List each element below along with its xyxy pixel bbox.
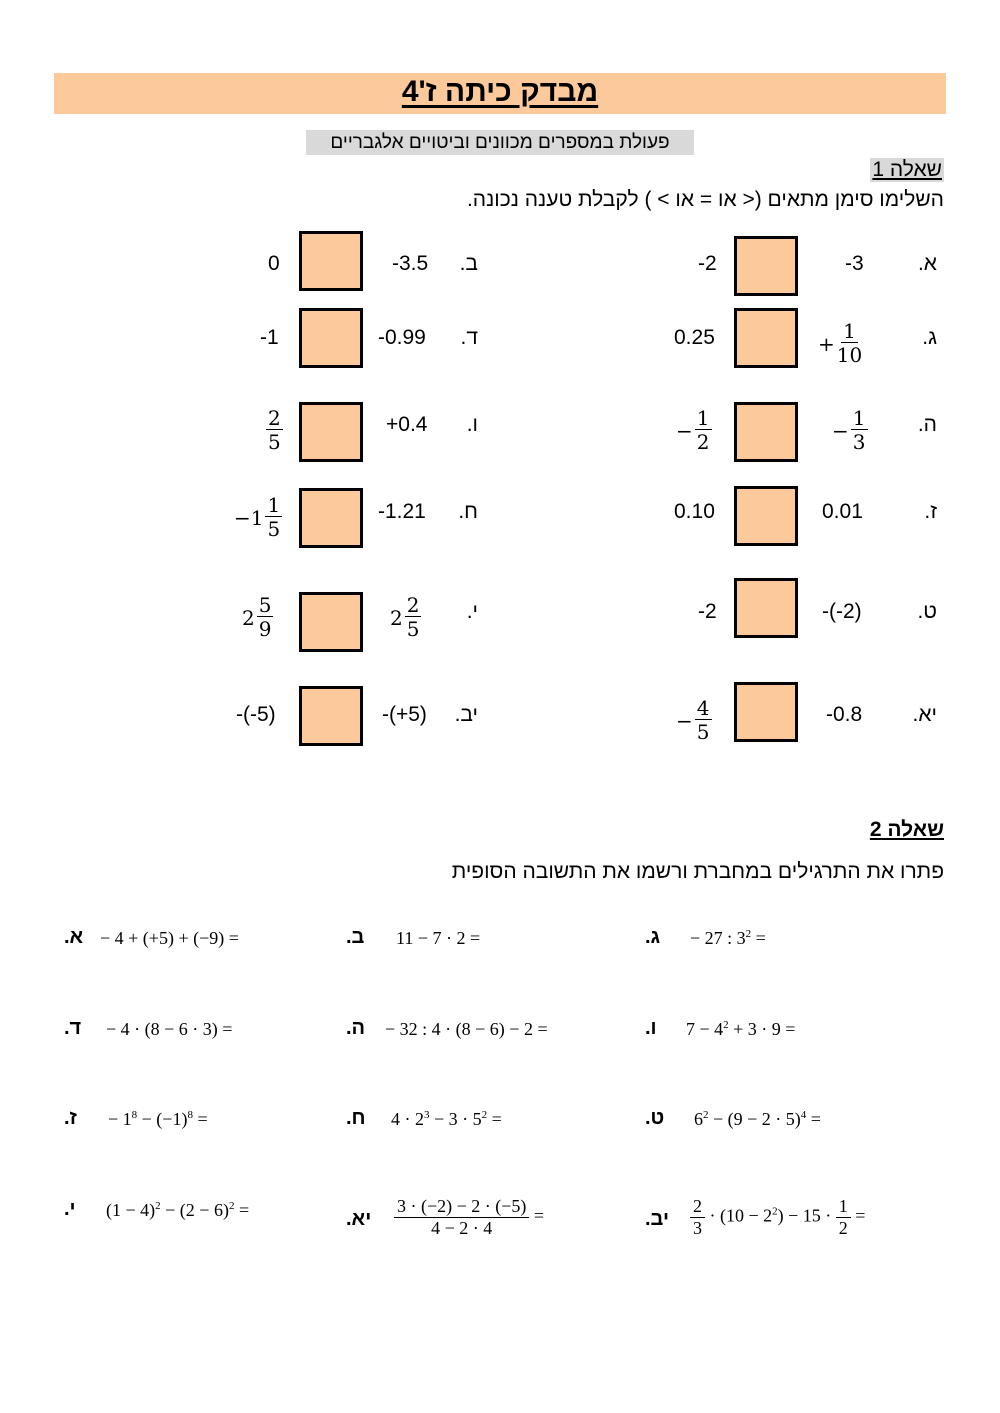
item-label: י. (466, 600, 478, 623)
exercise-label: יא. (346, 1208, 372, 1230)
exercise-expression: $(1 - 4)^2 - (2 - 6)^2$ = (106, 1200, 250, 1220)
answer-box-3[interactable] (734, 308, 798, 368)
item-label: ז. (924, 500, 937, 523)
exercise-expression: $\frac{2}{3}$ · $(10 - 2^2) - 15$ · $\frac{1}{2}$ = (690, 1196, 865, 1239)
exercise-expression: − 4 + (+5) + (−9) = (100, 928, 239, 948)
item-label: ו. (466, 413, 478, 436)
title-bar (54, 73, 946, 114)
item-right-value: -2 (698, 252, 717, 275)
item-right-value: -1 (260, 326, 279, 349)
exercise-label: ד. (64, 1017, 82, 1039)
exercise-label: ו. (645, 1017, 657, 1039)
item-label: ג. (922, 326, 937, 349)
answer-box-5[interactable] (734, 402, 798, 462)
item-label: ה. (917, 413, 937, 436)
answer-box-2[interactable] (299, 231, 363, 291)
answer-box-10[interactable] (299, 592, 363, 652)
item-left-value: -0.8 (826, 703, 863, 726)
answer-box-8[interactable] (299, 488, 363, 548)
item-label: יב. (454, 703, 478, 726)
exercise-label: א. (64, 926, 84, 948)
question-1-heading: שאלה 1 (872, 158, 942, 181)
item-right-value: 0.25 (674, 326, 715, 349)
item-left-value: -3 (845, 252, 864, 275)
exercise-label: י. (64, 1198, 76, 1220)
answer-box-12[interactable] (299, 686, 363, 746)
exercise-expression: − 27 : $3^2$ = (690, 928, 766, 948)
question-2-instruction: פתרו את התרגילים במחברת ורשמו את התשובה הסופית (451, 860, 944, 883)
exercise-label: ה. (346, 1017, 366, 1039)
exercise-label: ז. (64, 1107, 77, 1129)
item-label: ט. (917, 600, 937, 623)
exercise-label: יב. (645, 1208, 669, 1230)
exercise-label: ח. (346, 1107, 366, 1129)
exercise-label: ט. (645, 1107, 665, 1129)
exercise-expression: − 4 · (8 − 6 · 3) = (106, 1019, 233, 1039)
item-right-fraction: 2 5 (268, 406, 281, 454)
item-right-value: -2 (698, 600, 717, 623)
exercise-expression: $\frac{3 \cdot (-2) - 2 \cdot (-5)}{4 - 2 \cdot 4}$ = (394, 1196, 544, 1239)
answer-box-6[interactable] (299, 402, 363, 462)
item-left-value: -3.5 (392, 252, 429, 275)
answer-box-11[interactable] (734, 682, 798, 742)
item-right-value: 0.10 (674, 500, 715, 523)
answer-box-9[interactable] (734, 578, 798, 638)
item-left-value: -(-2) (822, 600, 862, 623)
item-left-value: -(+5) (382, 703, 427, 726)
item-left-fraction: − $\frac{1}{3}$ (832, 406, 866, 454)
item-left-fraction: 2 2 5 (390, 593, 420, 641)
item-right-fraction: − $\frac{4}{5}$ (676, 696, 710, 744)
question-2-heading: שאלה 2 (869, 818, 944, 841)
item-label: ד. (460, 326, 478, 349)
item-right-value: -(-5) (236, 703, 276, 726)
item-left-value: +0.4 (386, 413, 428, 436)
answer-box-7[interactable] (734, 486, 798, 546)
item-right-fraction: 2 5 9 (242, 593, 272, 641)
exercise-expression: $7 - 4^2 + 3 \cdot 9$ = (686, 1019, 796, 1039)
answer-box-4[interactable] (299, 308, 363, 368)
exercise-expression: $4 \cdot 2^3 - 3 \cdot 5^2$ = (391, 1109, 502, 1129)
exercise-expression: 11 − 7 · 2 = (396, 928, 481, 948)
item-right-fraction: − $\frac{1}{2}$ (676, 406, 710, 454)
exercise-expression: − 32 : 4 · (8 − 6) − 2 = (385, 1019, 548, 1039)
item-label: א. (917, 252, 937, 275)
item-label: יא. (912, 703, 937, 726)
answer-box-1[interactable] (734, 236, 798, 296)
item-left-fraction: + $\frac{1}{10}$ (818, 319, 863, 367)
item-left-value: -1.21 (378, 500, 426, 523)
exercise-label: ג. (645, 926, 661, 948)
question-1-instruction: השלימו סימן מתאים (< או = או > ) לקבלת טענה נכונה. (466, 188, 944, 211)
exercise-expression: − $1^8 - (-1)^8$ = (108, 1109, 208, 1129)
item-right-value: 0 (268, 252, 280, 275)
item-label: ח. (458, 500, 478, 523)
item-left-value: 0.01 (822, 500, 863, 523)
item-left-value: -0.99 (378, 326, 426, 349)
item-label: ב. (459, 252, 478, 275)
page-subtitle: פעולת במספרים מכוונים וביטויים אלגבריים (306, 130, 694, 155)
exercise-expression: $6^2 - (9 - 2 \cdot 5)^4$ = (694, 1109, 821, 1129)
item-right-fraction: −1 1 5 (234, 493, 281, 541)
page-title: מבדק כיתה ז'4 (401, 75, 599, 108)
exercise-label: ב. (346, 926, 365, 948)
